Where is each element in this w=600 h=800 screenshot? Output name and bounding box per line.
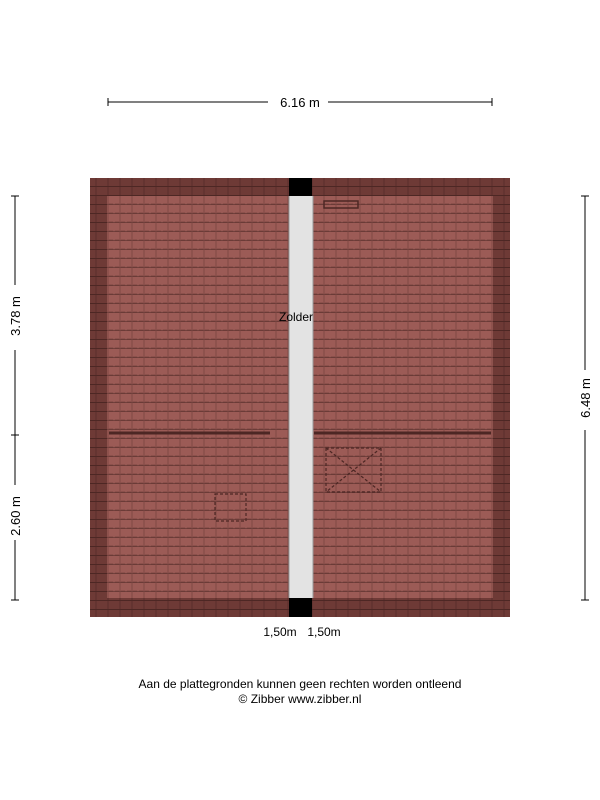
footer-disclaimer: Aan de plattegronden kunnen geen rechten worden ontleend [138, 677, 462, 691]
ridge-strip [289, 196, 313, 598]
roof-plan [90, 178, 510, 617]
footer-credit: © Zibber www.zibber.nl [238, 692, 362, 706]
chimney-bottom [289, 598, 312, 617]
dimension-top [108, 95, 492, 110]
dimension-left-lower-label: 2.60 m [8, 496, 23, 536]
roof-face-left [107, 196, 289, 598]
dimension-bottom-right-label: 1,50m [307, 625, 341, 639]
dimension-left-upper-label: 3.78 m [8, 296, 23, 336]
dimension-left [8, 196, 23, 600]
chimney-top [289, 178, 312, 196]
dimension-right-label: 6.48 m [578, 378, 593, 418]
dimension-bottom-left-label: 1,50m [263, 625, 297, 639]
room-label: Zolder [278, 310, 314, 324]
roof-face-right [313, 196, 493, 598]
dimension-top-label: 6.16 m [280, 95, 320, 110]
dimension-right [578, 196, 593, 600]
